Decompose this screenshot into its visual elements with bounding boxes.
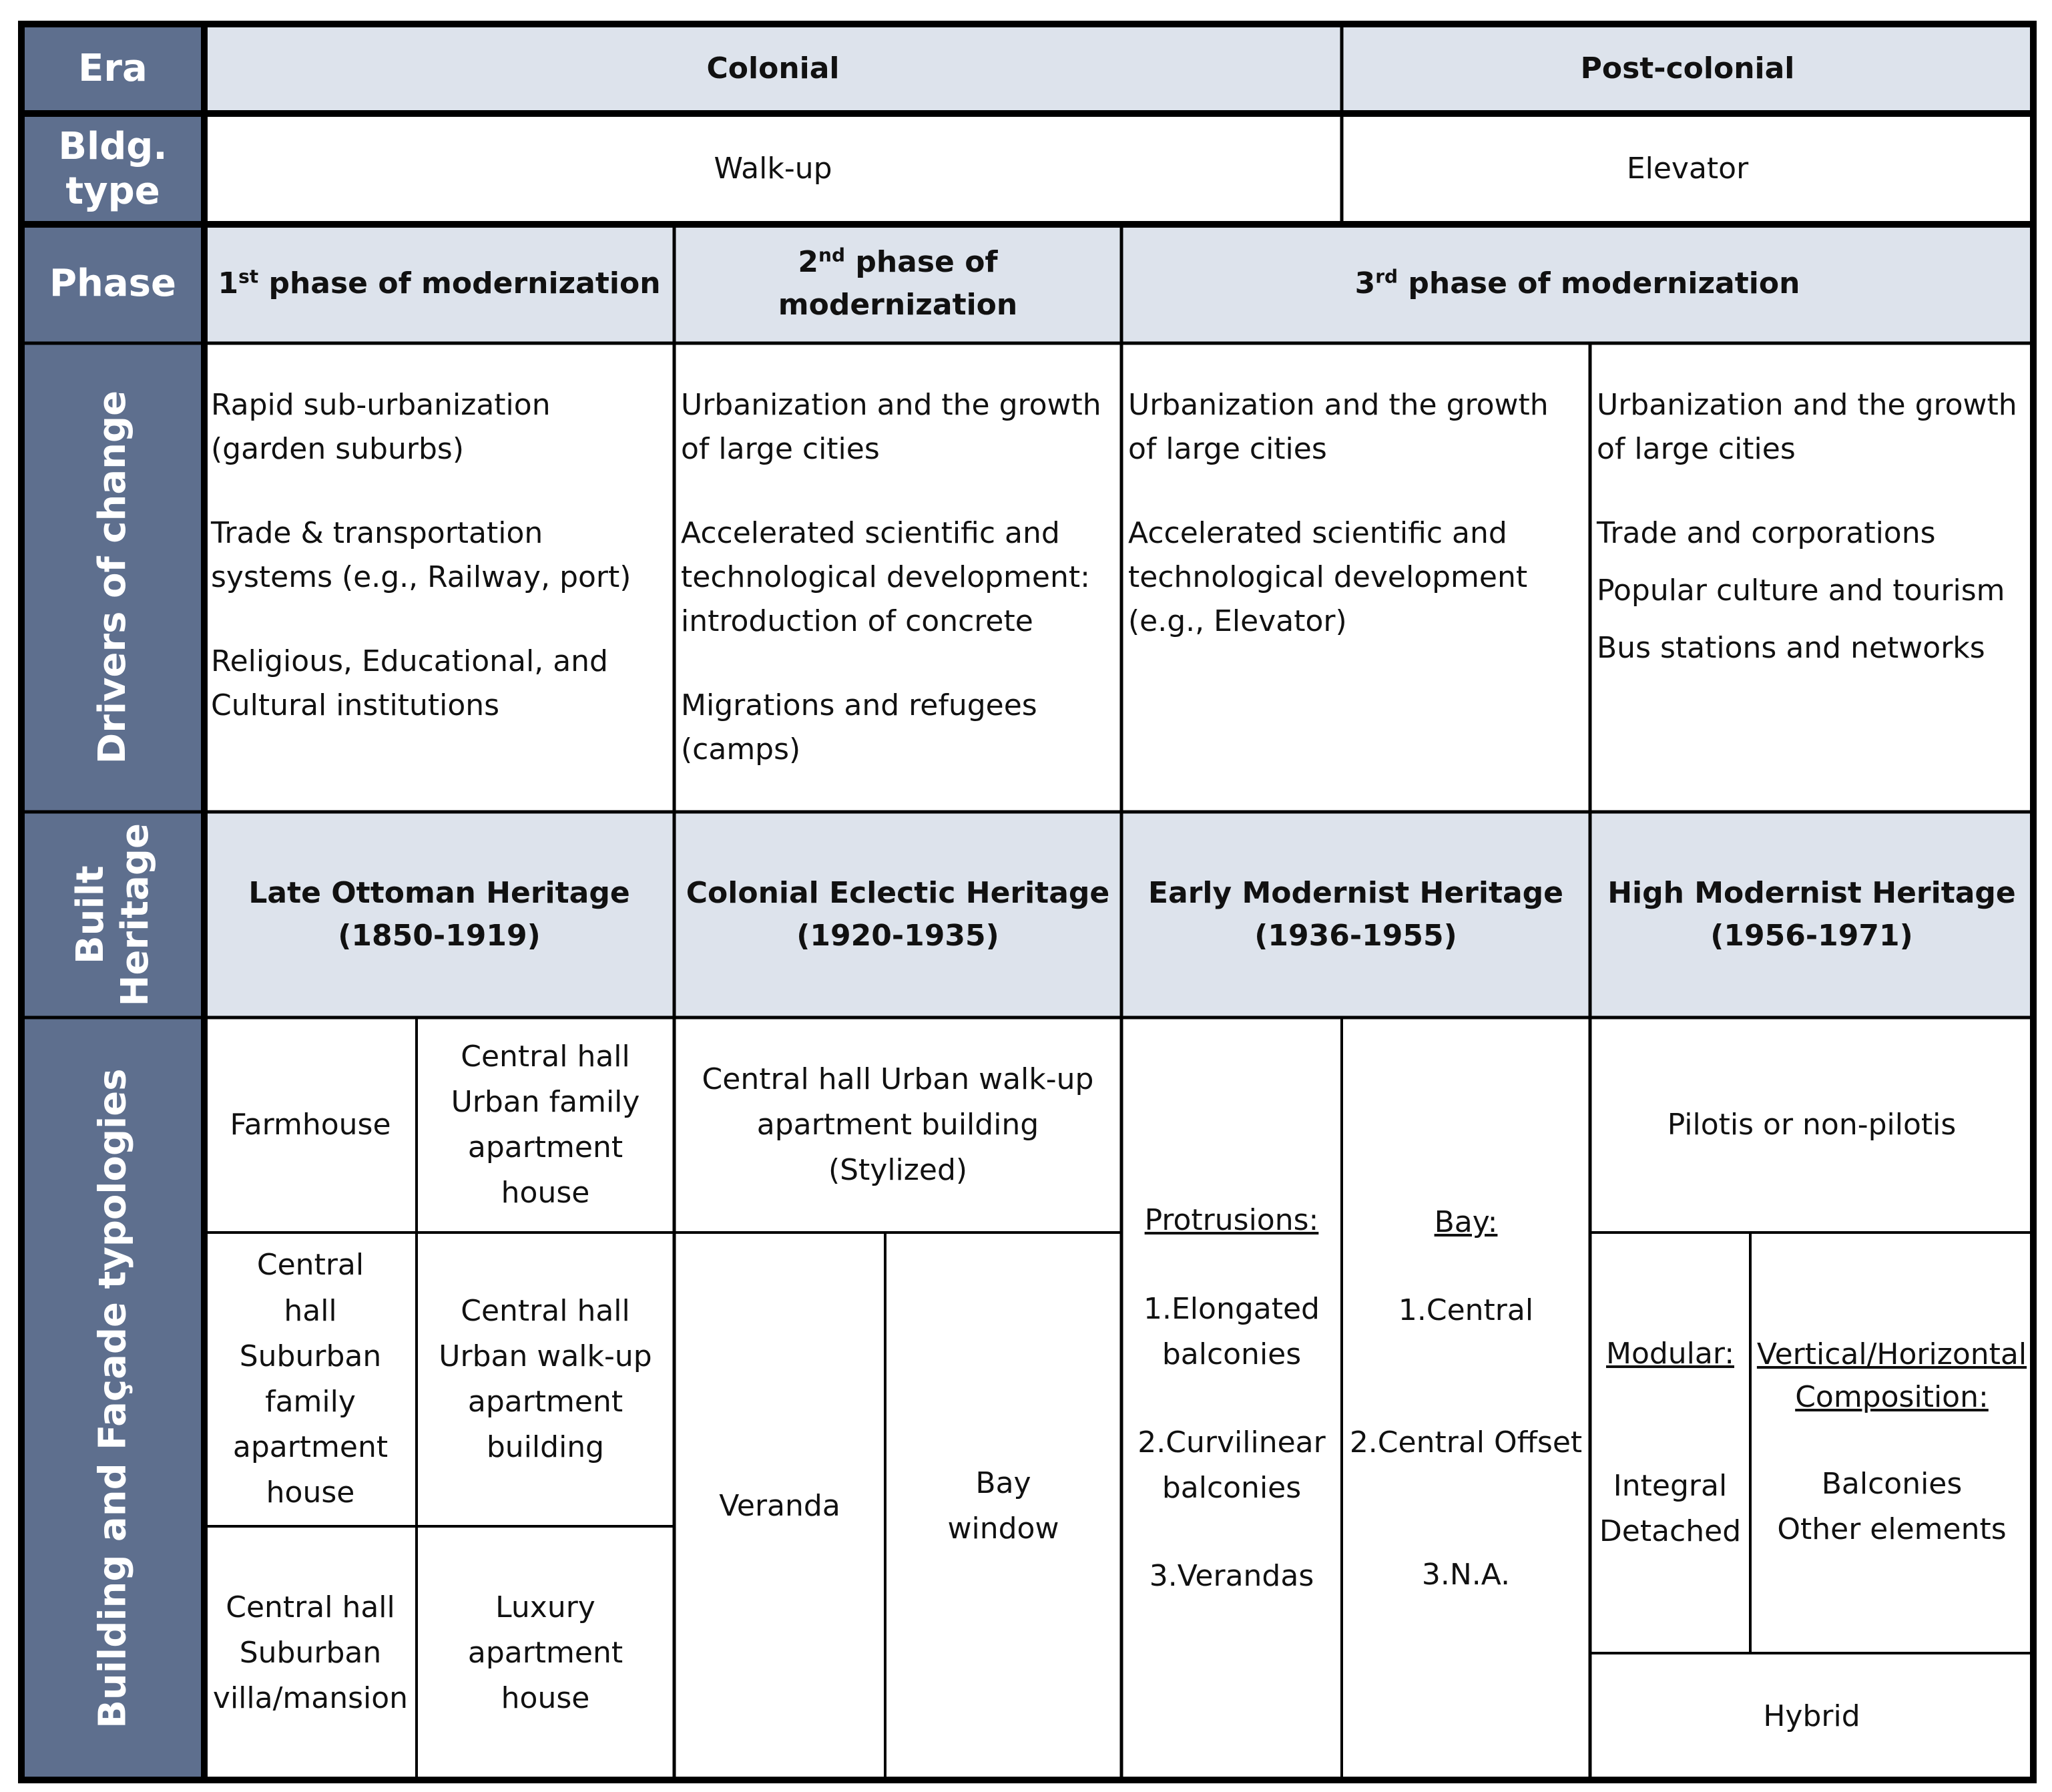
heritage-name: Late Ottoman Heritage [248, 876, 630, 911]
row-label-built-line1: Built [68, 865, 112, 964]
typology-suburban-family [204, 1233, 417, 1526]
driver-item: Religious, Educational, and Cultural institutions [211, 644, 608, 722]
typology-suburban-family-text: Central hall Suburban family apartment house [232, 1248, 389, 1510]
phase-2-label: phase of modernization [778, 245, 1018, 322]
bldg-walkup-text: Walk-up [714, 151, 832, 186]
heritage-colonial-eclectic [674, 812, 1121, 1018]
typology-bay-window [885, 1233, 1121, 1780]
bldg-walkup [204, 114, 1342, 224]
heritage-name: High Modernist Heritage [1607, 876, 2016, 911]
driver-item: Migrations and refugees (camps) [681, 688, 1037, 766]
heritage-years: (1936-1955) [1254, 919, 1457, 953]
modular-item: Integral [1613, 1468, 1728, 1503]
phase-1-label: phase of modernization [258, 266, 661, 301]
heritage-high-modernist [1590, 812, 2033, 1018]
driver-item: Popular culture and tourism [1597, 574, 2005, 608]
row-label-bldg-type [21, 114, 204, 224]
era-postcolonial-text: Post-colonial [1580, 51, 1795, 86]
drivers-col-2 [674, 343, 1121, 812]
phase-3-label: phase of modernization [1398, 266, 1800, 301]
typology-luxury-text: Luxury apartment house [467, 1590, 623, 1716]
row-label-era [21, 24, 204, 114]
typology-stylized [674, 1018, 1121, 1233]
driver-item: Accelerated scientific and technological development: introduction of concrete [681, 516, 1090, 638]
phase-1-sup: st [238, 265, 259, 288]
typology-pilotis-text: Pilotis or non-pilotis [1667, 1107, 1957, 1142]
row-label-phase [21, 224, 204, 343]
typology-luxury [417, 1526, 674, 1780]
heritage-years: (1850-1919) [338, 919, 541, 953]
phase-3-sup: rd [1375, 265, 1398, 288]
heritage-name: Early Modernist Heritage [1147, 876, 1564, 911]
typology-bay [1342, 1018, 1590, 1780]
vertical-item: Other elements [1777, 1512, 2007, 1546]
bay-item: 2.Central Offset [1349, 1425, 1583, 1460]
phase-3 [1121, 224, 2033, 343]
typology-urban-walkup-text: Central hall Urban walk-up apartment building [439, 1293, 652, 1465]
driver-item: Rapid sub-urbanization (garden suburbs) [211, 388, 551, 466]
phase-2-num: 2 [798, 245, 819, 280]
driver-item: Accelerated scientific and technological development (e.g., Elevator) [1128, 516, 1528, 638]
driver-item: Urbanization and the growth of large cities [681, 388, 1101, 466]
era-colonial [204, 24, 1342, 114]
driver-item: Urbanization and the growth of large cities [1597, 388, 2017, 466]
bay-item: 3.N.A. [1421, 1558, 1511, 1592]
row-label-era-text: Era [78, 47, 148, 91]
typology-stylized-text: Central hall Urban walk-up apartment building (Stylized) [702, 1062, 1094, 1188]
drivers-col-1 [204, 343, 674, 812]
phase-3-num: 3 [1354, 266, 1376, 301]
typology-hybrid [1590, 1653, 2033, 1780]
driver-item: Trade and corporations [1597, 516, 1936, 550]
phase-2-text [674, 241, 1121, 326]
typology-protrusions [1121, 1018, 1342, 1780]
modular-item: Detached [1599, 1514, 1742, 1549]
typology-farmhouse-text: Farmhouse [230, 1107, 391, 1142]
typology-veranda-text: Veranda [719, 1488, 840, 1523]
typology-hybrid-text: Hybrid [1763, 1699, 1860, 1733]
heritage-years: (1920-1935) [796, 919, 999, 953]
modular-title: Modular: [1605, 1336, 1735, 1371]
phase-1-text [218, 262, 660, 305]
driver-item: Trade & transportation systems (e.g., Railway, port) [211, 516, 631, 594]
protrusion-item: 1.Elongated balconies [1143, 1291, 1320, 1371]
row-label-built-line2: Heritage [113, 823, 158, 1007]
bay-item: 1.Central [1398, 1293, 1534, 1327]
driver-item: Urbanization and the growth of large cities [1128, 388, 1549, 466]
typology-pilotis [1590, 1018, 2033, 1233]
typology-farmhouse [204, 1018, 417, 1233]
row-label-bldg-line1: Bldg. [58, 124, 168, 168]
typology-villa-text: Central hall Suburban villa/mansion [212, 1590, 409, 1716]
protrusion-item: 2.Curvilinear balconies [1137, 1425, 1326, 1506]
phase-1 [204, 224, 674, 343]
protrusion-item: 3.Verandas [1149, 1559, 1314, 1594]
typology-veranda [674, 1233, 885, 1780]
drivers-col-3 [1121, 343, 1590, 812]
bldg-elevator-text: Elevator [1626, 151, 1749, 186]
era-postcolonial [1342, 24, 2033, 114]
row-label-built-heritage-text [68, 823, 158, 1006]
heritage-early-modernist [1121, 812, 1590, 1018]
bay-title: Bay: [1434, 1204, 1498, 1239]
phase-1-num: 1 [218, 266, 239, 301]
typology-villa [204, 1526, 417, 1780]
era-colonial-text: Colonial [706, 51, 840, 86]
typology-bay-window-text: Bay window [947, 1466, 1059, 1546]
row-label-phase-text: Phase [49, 262, 176, 306]
driver-item: Bus stations and networks [1597, 631, 1985, 665]
heritage-years: (1956-1971) [1710, 919, 1913, 953]
typology-urban-walkup [417, 1233, 674, 1526]
bldg-elevator [1342, 114, 2033, 224]
vertical-item: Balconies [1821, 1466, 1963, 1501]
typology-urban-family [417, 1018, 674, 1233]
heritage-late-ottoman [204, 812, 674, 1018]
phase-3-text [1355, 262, 1800, 305]
row-label-typologies [21, 1018, 204, 1780]
row-label-built-heritage [21, 812, 204, 1018]
row-label-drivers-text: Drivers of change [91, 391, 135, 764]
typology-vertical-horizontal [1750, 1233, 2033, 1653]
row-label-typologies-text: Building and Façade typologies [91, 1068, 135, 1729]
typology-modular [1590, 1233, 1750, 1653]
typology-urban-family-text: Central hall Urban family apartment house [451, 1039, 640, 1210]
drivers-col-4 [1590, 343, 2033, 812]
row-label-bldg-line2: type [65, 170, 160, 213]
phase-2-sup: nd [818, 244, 846, 266]
vertical-title: Vertical/Horizontal Composition: [1756, 1337, 2027, 1414]
heritage-name: Colonial Eclectic Heritage [686, 876, 1110, 911]
protrusions-title: Protrusions: [1144, 1203, 1319, 1238]
row-label-drivers [21, 343, 204, 812]
phase-2 [674, 224, 1121, 343]
